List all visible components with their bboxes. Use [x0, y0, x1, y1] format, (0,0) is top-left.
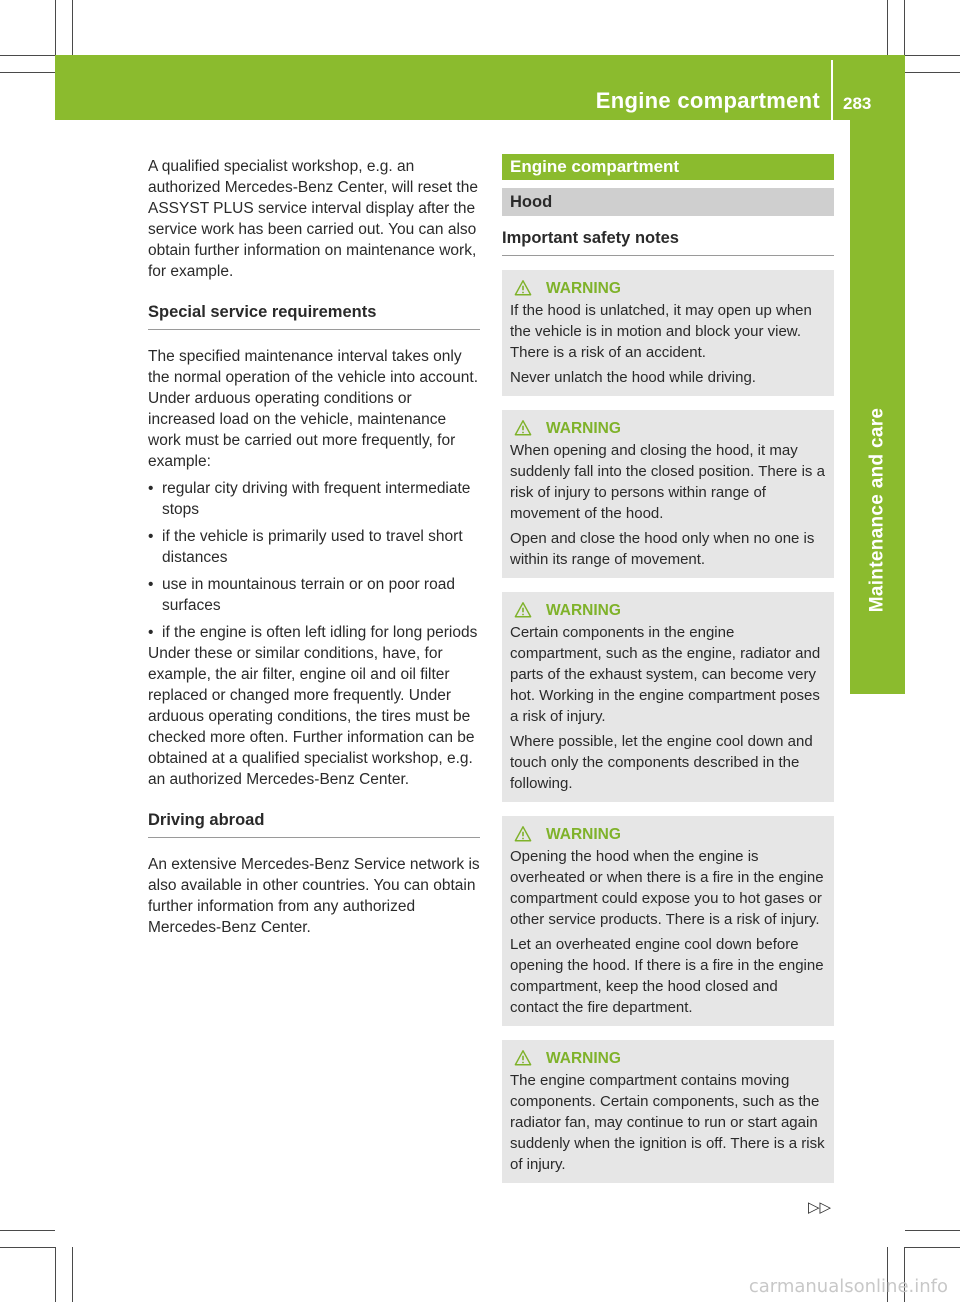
warning-instruction: Where possible, let the engine cool down and touch only the components described in the following. — [510, 733, 813, 792]
crop-mark — [905, 1230, 960, 1231]
special-requirements-heading: Special service requirements — [148, 302, 480, 330]
header-divider — [831, 60, 833, 120]
crop-mark — [904, 0, 905, 55]
warning-triangle-icon — [514, 1049, 532, 1067]
bullet-marker: • — [148, 624, 154, 641]
list-item — [148, 622, 480, 643]
safety-notes-heading: Important safety notes — [502, 228, 834, 256]
warning-box — [502, 410, 834, 578]
driving-abroad-text: An extensive Mercedes-Benz Service network is also available in other countries. You can obtain further information from any authorized Mercedes-Benz Center. — [148, 856, 480, 936]
list-item — [148, 574, 480, 616]
warning-triangle-icon — [514, 825, 532, 843]
crop-mark — [72, 0, 73, 55]
warning-box — [502, 592, 834, 802]
warning-instruction: Open and close the hood only when no one is within its range of movement. — [510, 530, 815, 568]
crop-mark — [0, 1247, 55, 1248]
crop-mark — [905, 72, 960, 73]
warning-box — [502, 270, 834, 396]
bullet-marker: • — [148, 528, 154, 545]
running-header-title: Engine compartment — [595, 88, 820, 113]
conditions-paragraph: Under these or similar conditions, have, for example, the air filter, engine oil and oil filter replaced or changed more frequently. Under arduous operating conditions, the tires must be checked more often. Further information can be obtained at a qualified specialist workshop, e.g. an authorized Mercedes-Benz Center. — [148, 645, 475, 788]
warning-text: Opening the hood when the engine is overheated or when there is a fire in the engine compartment could expose you to hot gases or other service products. There is a risk of injury. — [510, 848, 824, 928]
bullet-marker: • — [148, 576, 154, 593]
warning-instruction: Never unlatch the hood while driving. — [510, 369, 756, 386]
warning-text: Certain components in the engine compartment, such as the engine, radiator and parts of the exhaust system, can become very hot. Working in the engine compartment poses a risk of injury. — [510, 624, 821, 725]
side-tab-label: Maintenance and care — [866, 407, 887, 613]
warning-label: WARNING — [546, 601, 621, 619]
driving-abroad-heading: Driving abroad — [148, 810, 480, 838]
intro-paragraph: A qualified specialist workshop, e.g. an authorized Mercedes-Benz Center, will reset the ASSYST PLUS service interval display after the service work has been carried out. You can also obtain further information on maintenance work, for example. — [148, 158, 478, 280]
warning-header — [510, 598, 826, 622]
warning-header — [510, 416, 826, 440]
warning-header — [510, 276, 826, 300]
side-tab — [855, 390, 899, 630]
warning-instruction: Let an overheated engine cool down before opening the hood. If there is a fire in the engine compartment, keep the hood closed and contact the fire department. — [510, 936, 824, 1016]
continue-arrows-icon: ▷▷ — [808, 1199, 832, 1216]
page-number: 283 — [843, 94, 872, 113]
list-item — [148, 478, 480, 520]
crop-mark — [887, 0, 888, 55]
crop-mark — [55, 0, 56, 55]
crop-mark — [72, 1247, 73, 1302]
right-column — [502, 156, 834, 1197]
list-item-text: use in mountainous terrain or on poor road surfaces — [162, 576, 455, 614]
list-item-text: if the vehicle is primarily used to travel short distances — [162, 528, 463, 566]
warning-triangle-icon — [514, 601, 532, 619]
list-item — [148, 526, 480, 568]
warning-label: WARNING — [546, 419, 621, 437]
special-requirements-text: The specified maintenance interval takes only the normal operation of the vehicle into account. Under arduous operating conditions or increased load on the vehicle, maintenance work must be carried out more frequently, for example: — [148, 348, 479, 470]
crop-mark — [55, 1247, 56, 1302]
warning-text: If the hood is unlatched, it may open up when the vehicle is in motion and block your view. There is a risk of an accident. — [510, 302, 812, 361]
list-item-text: if the engine is often left idling for long periods — [162, 624, 478, 641]
warning-label: WARNING — [546, 825, 621, 843]
crop-mark — [905, 1247, 960, 1248]
warning-header — [510, 1046, 826, 1070]
warning-text: The engine compartment contains moving components. Certain components, such as the radiator fan, may continue to run or start again suddenly when the ignition is off. There is a risk of injury. — [510, 1072, 825, 1173]
warning-header — [510, 822, 826, 846]
watermark: carmanualsonline.info — [748, 1276, 948, 1297]
crop-mark — [0, 72, 55, 73]
side-tab-marker — [850, 650, 905, 694]
warning-text: When opening and closing the hood, it may suddenly fall into the closed position. There is a risk of injury to persons within range of movement of the hood. — [510, 442, 825, 522]
left-column — [148, 156, 480, 938]
warning-triangle-icon — [514, 419, 532, 437]
warning-label: WARNING — [546, 279, 621, 297]
list-item-text: regular city driving with frequent intermediate stops — [162, 480, 471, 518]
crop-mark — [0, 55, 55, 56]
subsection-title: Hood — [502, 188, 834, 216]
warning-triangle-icon — [514, 279, 532, 297]
section-title: Engine compartment — [502, 154, 834, 180]
warning-box — [502, 1040, 834, 1183]
bullet-marker: • — [148, 480, 154, 497]
warning-label: WARNING — [546, 1049, 621, 1067]
crop-mark — [0, 1230, 55, 1231]
warning-box — [502, 816, 834, 1026]
crop-mark — [905, 55, 960, 56]
